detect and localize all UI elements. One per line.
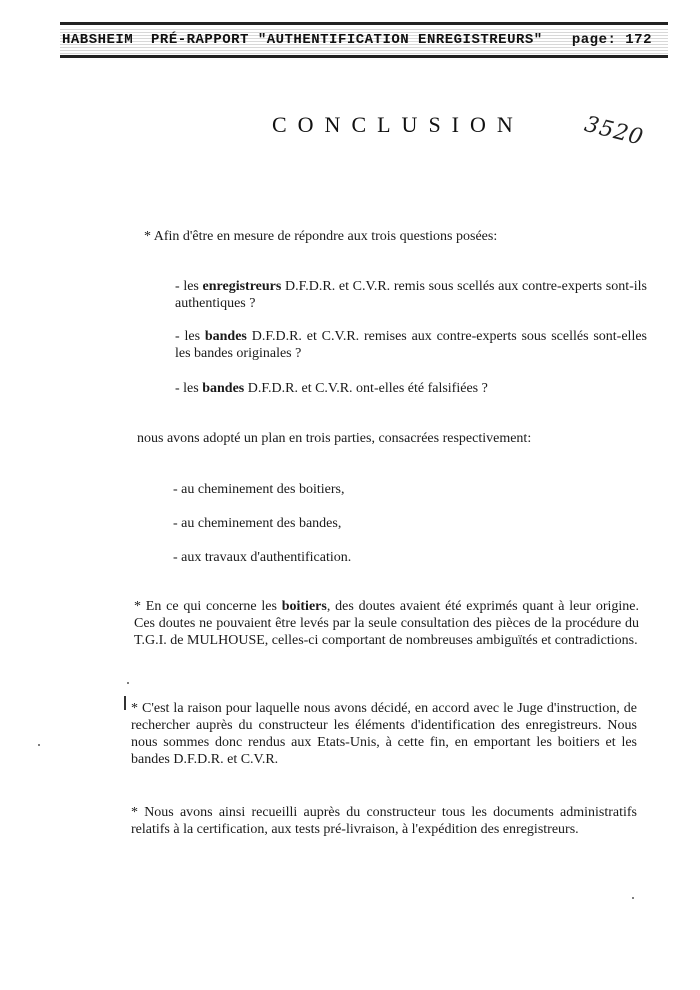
plan-item: - au cheminement des boitiers,	[173, 482, 345, 497]
page-title: CONCLUSION	[272, 112, 524, 137]
intro-text: * Afin d'être en mesure de répondre aux trois questions posées:	[144, 229, 498, 244]
question-prefix: - les	[175, 381, 203, 396]
paragraph-boitiers	[134, 598, 639, 649]
header-title: HABSHEIM PRÉ-RAPPORT "AUTHENTIFICATION ENREGISTREURS"	[62, 32, 543, 48]
question-bold: bandes	[204, 329, 247, 344]
handwritten-page-stamp: 3520	[581, 112, 647, 151]
page-number: page: 172	[571, 32, 652, 48]
plan-intro-text: nous avons adopté un plan en trois parties, consacrées respectivement:	[137, 431, 532, 446]
question-text: D.F.D.R. et C.V.R. remis sous scellés aux contre-experts sont-ils authentiques ?	[175, 279, 647, 311]
question-text: D.F.D.R. et C.V.R. ont-elles été falsifiées ?	[244, 381, 488, 396]
page-header	[60, 22, 668, 60]
paragraph-text: , des doutes avaient été exprimés quant à leur origine. Ces doutes ne pouvaient être levés par la seule consultation des pièces de la procédure du T.G.I. de MULHOUSE, celles-ci comportant de nombreuses ambiguïtés et contradictions.	[134, 599, 639, 648]
header-bottom-rule	[60, 55, 668, 58]
question-item	[175, 328, 647, 362]
question-item	[175, 380, 647, 397]
question-bold: enregistreurs	[202, 279, 282, 294]
question-item	[175, 278, 647, 312]
header-top-rule	[60, 22, 668, 25]
paragraph-prefix: * En ce qui concerne les	[134, 599, 282, 614]
speck	[632, 897, 634, 899]
question-text: D.F.D.R. et C.V.R. remises aux contre-experts sous scellés sont-elles les bandes originales ?	[175, 329, 647, 361]
question-prefix: - les	[175, 329, 205, 344]
plan-item: - aux travaux d'authentification.	[173, 550, 352, 565]
paragraph-bold: boitiers	[281, 599, 327, 614]
plan-item: - au cheminement des bandes,	[173, 516, 342, 531]
margin-mark	[124, 696, 126, 710]
paragraph-raison: * C'est la raison pour laquelle nous avons décidé, en accord avec le Juge d'instruction, de rechercher auprès du constructeur les éléments d'identification des enregistreurs. Nous nous sommes donc rendus aux Etats-Unis, à cette fin, en emportant les boitiers et les bandes D.F.D.R. et C.V.R.	[131, 701, 637, 767]
margin-dot	[127, 682, 129, 684]
question-bold: bandes	[202, 381, 245, 396]
speck	[38, 744, 40, 746]
question-prefix: - les	[175, 279, 203, 294]
paragraph-documents: * Nous avons ainsi recueilli auprès du constructeur tous les documents administratifs relatifs à la certification, aux tests pré-livraison, à l'expédition des enregistreurs.	[131, 805, 637, 837]
